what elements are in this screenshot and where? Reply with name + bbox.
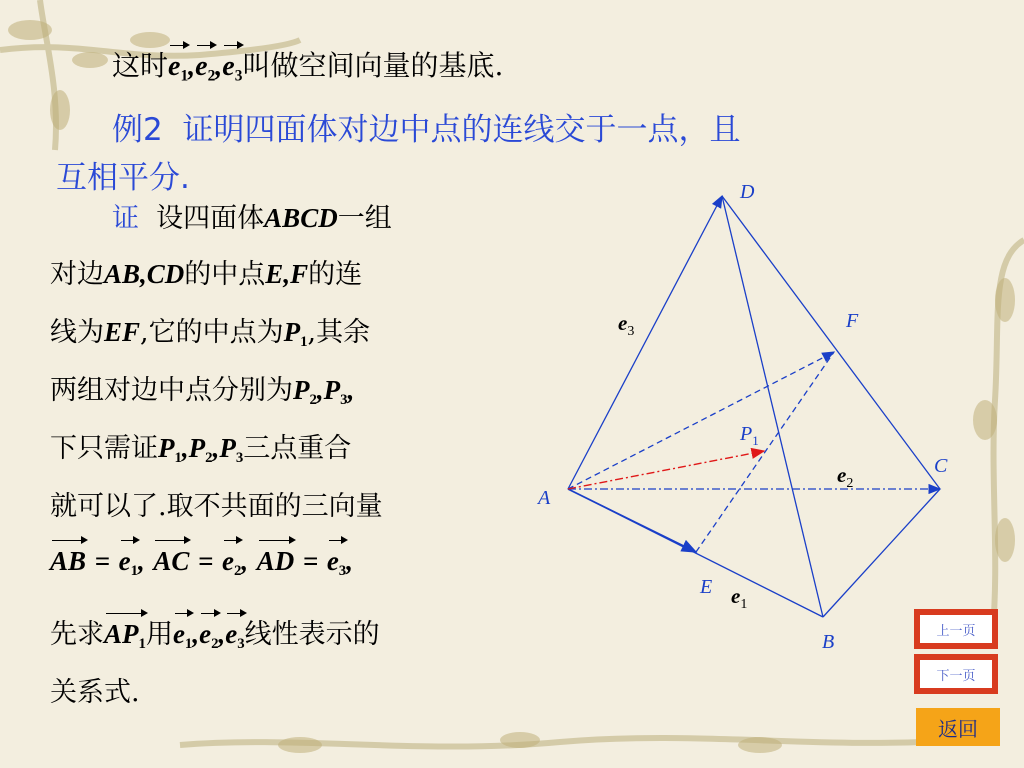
vector-label-e2: $e_2$: [837, 463, 854, 491]
comma: ,: [241, 546, 249, 576]
vector-AD: AD: [256, 546, 295, 576]
point-p3: $P_3$: [219, 433, 244, 467]
point-name: E: [265, 259, 284, 289]
vector-AE: [568, 489, 696, 552]
next-page-button[interactable]: [914, 654, 998, 694]
point-p2: $P_2$: [188, 433, 213, 467]
example-statement-line1: 证明四面体对边中点的连线交于一点，且: [182, 112, 741, 148]
proof-text-fragment: 线为: [50, 317, 104, 348]
comma: ,: [218, 619, 226, 649]
edge-name: AB: [104, 259, 141, 289]
vertex-label-C: C: [934, 455, 948, 477]
comma: ,: [346, 546, 353, 576]
comma: ,: [140, 259, 147, 289]
proof-text-fragment: 下只需证: [50, 433, 158, 464]
vertex-label-A: A: [538, 487, 551, 509]
proof-label: 证: [112, 203, 139, 234]
point-p1: $P_1$: [158, 433, 182, 467]
back-label: 返回: [938, 716, 978, 741]
proof-text-fragment: 关系式.: [50, 677, 140, 708]
comma: ,: [316, 375, 324, 405]
proof-text-fragment: 用: [145, 619, 173, 650]
comma: ,: [212, 433, 220, 463]
vector-AC: AC: [153, 546, 190, 576]
basis-suffix-text: 叫做空间向量的基底: [242, 49, 495, 82]
vector-e2: $e_2$: [221, 546, 242, 580]
basis-end-period: .: [494, 49, 504, 82]
vector-e1: $e_1$: [168, 51, 189, 85]
comma: ,: [215, 51, 223, 82]
edge-name: CD: [146, 259, 185, 289]
vector-AP1: [568, 451, 764, 489]
edge-DB: [722, 196, 823, 617]
edge-AD: [568, 196, 722, 489]
basis-prefix-text: 这时: [112, 49, 169, 82]
tetrahedron-name: ABCD: [264, 203, 338, 233]
point-p3: $P_3$: [323, 375, 348, 409]
proof-text-fragment: ,它的中点为: [140, 317, 284, 348]
vertex-label-B: B: [822, 631, 835, 653]
vector-AP1: $AP_1$: [104, 619, 146, 653]
vertex-label-D: D: [740, 181, 755, 203]
comma: ,: [192, 619, 200, 649]
comma: ,: [188, 51, 196, 82]
proof-text-fragment: 线性表示的: [244, 619, 380, 650]
vector-e2: $e_2$: [199, 619, 219, 653]
comma: ,: [181, 433, 189, 463]
point-p2: $P_2$: [293, 375, 317, 409]
proof-text-fragment: 三点重合: [243, 433, 352, 464]
vector-e3: $e_3$: [326, 546, 347, 580]
segment-EF: [696, 352, 834, 552]
comma: ,: [283, 259, 291, 289]
vector-e1: $e_1$: [118, 546, 139, 580]
comma: ,: [347, 375, 355, 405]
vertex-label-E: E: [700, 576, 713, 598]
proof-text-fragment: 两组对边中点分别为: [50, 375, 293, 406]
point-name: F: [290, 259, 309, 289]
proof-text-fragment: 设四面体: [156, 203, 265, 234]
vector-e2: $e_2$: [195, 51, 216, 85]
vector-e3: $e_3$: [225, 619, 245, 653]
vector-AF: [568, 352, 834, 489]
prev-page-label: 上一页: [920, 615, 992, 643]
proof-text-fragment: 的连: [308, 259, 363, 290]
vector-label-e3: $e_3$: [618, 311, 635, 339]
next-page-label: 下一页: [920, 660, 992, 688]
proof-text-fragment: 对边: [50, 259, 104, 290]
example-statement-line2-text: 互相平分.: [56, 160, 190, 196]
example-label: 例2: [112, 112, 163, 148]
point-p1: $P_1$: [283, 317, 308, 351]
proof-text-fragment: 一组: [337, 203, 392, 234]
vertex-label-F: F: [846, 310, 859, 332]
proof-text-fragment: ,其余: [307, 317, 371, 348]
comma: ,: [138, 546, 145, 576]
equals-sign: =: [197, 546, 214, 576]
vector-label-e1: $e_1$: [731, 584, 748, 612]
vector-e1: $e_1$: [172, 619, 193, 653]
vector-e3: $e_3$: [222, 51, 243, 85]
proof-text-fragment: 先求: [50, 619, 104, 650]
vector-AB: AB: [50, 546, 87, 576]
edge-BC: [823, 489, 940, 617]
equals-sign: =: [94, 546, 111, 576]
proof-text-fragment: 的中点: [184, 259, 266, 290]
segment-name: EF: [104, 317, 141, 347]
point-label-P1: $P_1$: [740, 423, 759, 448]
back-button[interactable]: [916, 708, 1000, 746]
proof-text-fragment: 就可以了.取不共面的三向量: [50, 491, 383, 522]
prev-page-button[interactable]: [914, 609, 998, 649]
equals-sign: =: [302, 546, 319, 576]
